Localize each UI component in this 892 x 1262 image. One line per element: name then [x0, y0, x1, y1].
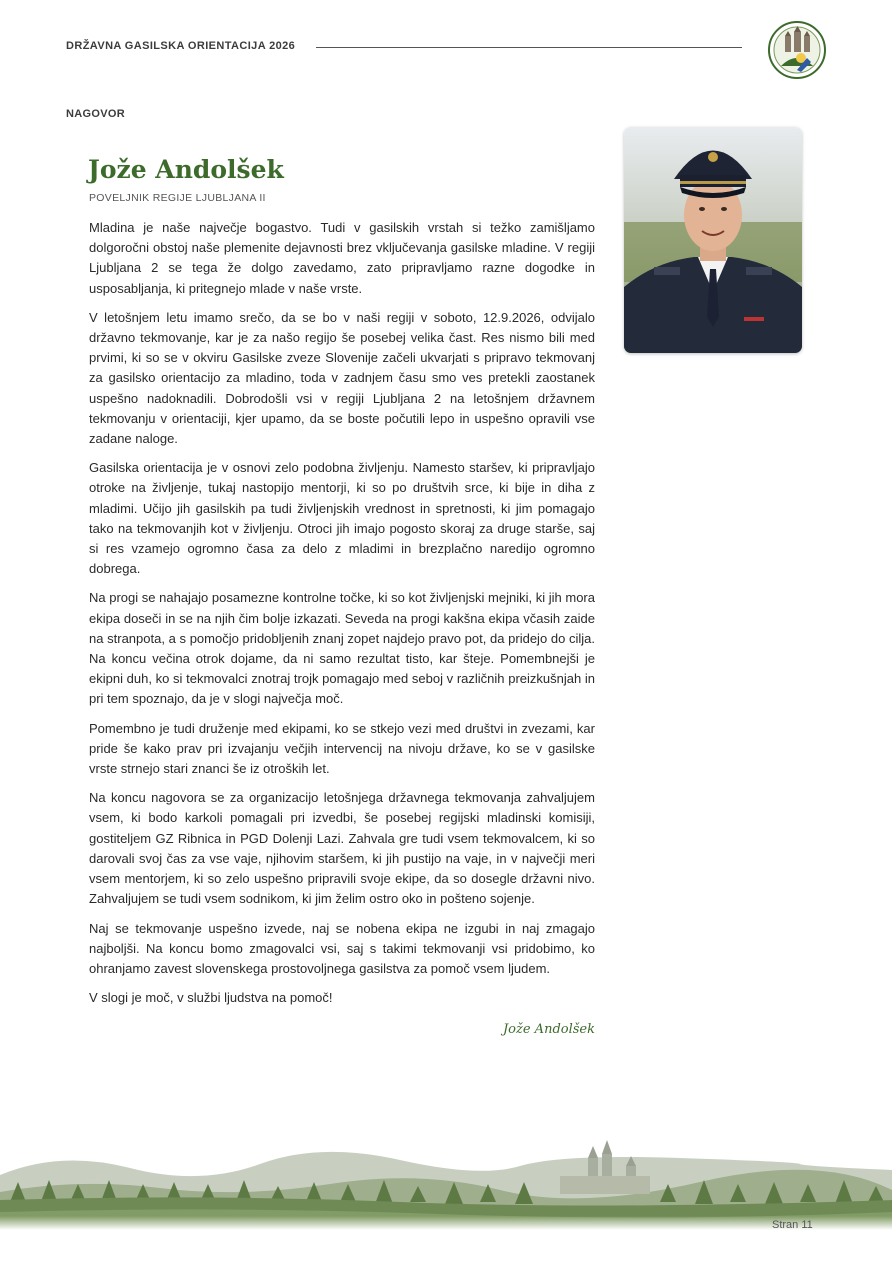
- header-divider: [316, 47, 742, 48]
- author-role: POVELJNIK REGIJE LJUBLJANA II: [89, 192, 266, 204]
- paragraph: Gasilska orientacija je v osnovi zelo podobna življenju. Namesto staršev, ki pripravljajo otroke na življenje, tukaj nastopijo mentorji, ki so po društvih srce, ki bije in diha z mladimi. Učijo jih gasilskih pa tudi življenjskih vrednost in spretnosti, ki jim pomagajo tako na tekmovanjih kot v življenju. Otroci jih imajo pogosto skoraj za druge starše, saj si res vzamejo ogromno časa za delo z mladimi in brezplačno naredijo ogromno dobrega.: [89, 460, 595, 577]
- paragraph: V slogi je moč, v službi ljudstva na pomoč!: [89, 990, 333, 1006]
- paragraph: Pomembno je tudi druženje med ekipami, ko se stkejo vezi med društvi in zvezami, kar pride še kako prav pri izvajanju večjih intervencij na nivoju države, ko se v gasilske vrste strnejo stari znanci še iz otroških let.: [89, 720, 595, 777]
- footer-landscape-illustration: [0, 1120, 892, 1230]
- author-name: Jože Andolšek: [88, 155, 284, 184]
- author-photo: [624, 127, 802, 353]
- signature: Jože Andolšek: [502, 1022, 595, 1037]
- paragraph: Na progi se nahajajo posamezne kontrolne točke, ki so kot življenjski mejniki, ki jih mora ekipa doseči in se na njih čim bolje izkazati. Seveda na progi kakšna ekipa včasih zaide na stranpota, a s pomočjo pridobljenih znanj zopet najdejo pravo pot, da pridejo do cilja. Na koncu večina otrok dojame, da ni samo rezultat tisto, kar šteje. Pomembnejši je ekipni duh, ko si tekmovalci znotraj trojk pomagajo med seboj v različnih preizkušnjah in pri tem spoznajo, da je v slogi največja moč.: [89, 590, 595, 707]
- paragraph: Na koncu nagovora se za organizacijo letošnjega državnega tekmovanja zahvaljujem vsem, ki bodo karkoli pomagali pri izvedbi, še posebej regijski mladinski komisiji, gostiteljem GZ Ribnica in PGD Dolenji Lazi. Zahvala gre tudi vsem tekmovalcem, ki so darovali svoj čas za vse vaje, njihovim staršem, ki jih pustijo na vaje, in v največji meri vsem mentorjem, ki so zelo uspešno pripravili svoje ekipe, da so dosegle državni nivo. Zahvaljujem se tudi vsem sodnikom, ki jim želim ostro oko in pošteno sojenje.: [89, 790, 595, 907]
- association-logo-icon: [767, 20, 827, 80]
- paragraph: Naj se tekmovanje uspešno izvede, naj se nobena ekipa ne izgubi in naj zmagajo najboljši. Na koncu bomo zmagovalci vsi, saj s takimi tekmovanji vsi pridobimo, ko ohranjamo zavest slovenskega prostovoljnega gasilstva za pomoč vsem ljudem.: [89, 920, 595, 976]
- section-label: NAGOVOR: [66, 108, 125, 120]
- paragraph: Mladina je naše največje bogastvo. Tudi v gasilskih vrstah si težko zamišljamo dolgoročni obstoj naše plemenite dejavnosti brez vključevanja gasilske mladine. V regiji Ljubljana 2 se tega že dolgo zavedamo, zato pripravljamo razne dogodke in usposabljanja, ki pritegnejo mlade v naše vrste.: [89, 220, 595, 296]
- header-title: DRŽAVNA GASILSKA ORIENTACIJA 2026: [66, 40, 296, 52]
- paragraph: V letošnjem letu imamo srečo, da se bo v naši regiji v soboto, 12.9.2026, odvijalo državno tekmovanje, kar je za našo regijo še posebej velika čast. Res nismo bili med prvimi, ki so se v okviru Gasilske zveze Slovenije začeli ukvarjati s pripravo tekmovanj za gasilsko orientacijo za mladino, toda v zadnjem času smo ves pretekli zaostanek uspešno nadoknadili. Dobrodošli vsi v regiji Ljubljana 2 na letošnjem državnem tekmovanju v orientaciji, kjer upamo, da se boste počutili lepo in uspešno opravili vse zadane naloge.: [89, 309, 595, 447]
- speech-body: [89, 218, 595, 1017]
- page-number: Stran 11: [772, 1219, 813, 1231]
